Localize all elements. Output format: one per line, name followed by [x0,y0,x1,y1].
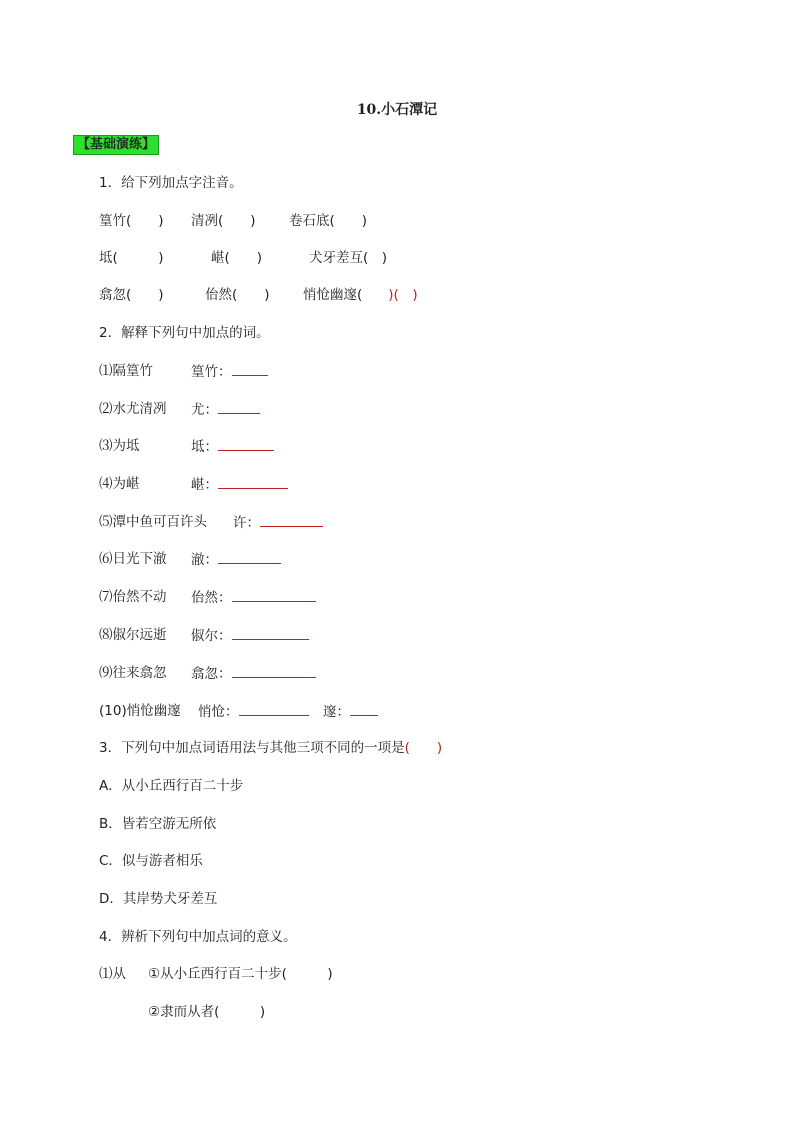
answer-blank[interactable] [232,588,316,602]
q4-item1-b: ②隶而从者( ) [148,1004,266,1020]
q2-word-5: 许： [233,515,260,531]
q1-r1-item1: 篁竹( ) [99,213,164,229]
answer-blank[interactable] [232,626,309,640]
q2-answer-2 [191,400,260,419]
q3-option-a: A．从小丘西行百二十步 [99,778,244,794]
q2-sentence-5: ⑸潭中鱼可百许头 [99,514,207,530]
q2-word-6: 澈： [191,552,218,568]
q2-sentence-8: ⑻俶尔远逝 [99,627,167,643]
q2-answer-9 [191,664,316,683]
answer-blank[interactable] [218,550,281,564]
answer-blank[interactable] [232,664,316,678]
q2-word-1: 篁竹： [191,364,232,380]
q4-prompt: 4．辨析下列句中加点词的意义。 [99,929,297,945]
q2-word-9: 翕忽： [191,666,232,682]
q3-option-b: B．皆若空游无所依 [99,816,217,832]
q1-r1-item2: 清冽( ) [191,213,256,229]
q2-sentence-4: ⑷为嵁 [99,476,140,492]
q2-answer-3 [191,437,274,456]
q2-word-3: 坻： [191,439,218,455]
q1-r3-item2: 佁然( ) [205,287,270,303]
q2-sentence-9: ⑼往来翕忽 [99,665,167,681]
q1-r2-item3: 犬牙差互( ) [309,250,388,266]
q2-answer-1 [191,362,268,381]
q2-sentence-7: ⑺佁然不动 [99,589,167,605]
q2-sentence-2: ⑵水尤清冽 [99,401,167,417]
q1-prompt: 1．给下列加点字注音。 [99,175,243,191]
q1-r3-item3 [303,286,418,304]
q2-answer-7 [191,588,316,607]
q2-word-10b: 邃： [323,704,350,720]
q3-prompt [99,739,442,757]
q2-answer-10a [198,702,309,721]
q2-sentence-6: ⑹日光下澈 [99,551,167,567]
q2-word-4: 嵁： [191,477,218,493]
q2-answer-6 [191,550,281,569]
q2-word-7: 佁然： [191,590,232,606]
answer-blank[interactable] [218,400,260,414]
q4-item1-label: ⑴从 [99,966,126,982]
q3-option-c: C．似与游者相乐 [99,853,203,869]
q2-word-8: 俶尔： [191,628,232,644]
q1-r1-item3: 卷石底( ) [289,213,368,229]
answer-blank[interactable] [260,513,323,527]
answer-blank[interactable] [218,437,274,451]
q2-answer-4 [191,475,288,494]
answer-blank[interactable] [218,475,288,489]
q3-option-d: D．其岸势犬牙差互 [99,891,218,907]
q1-r2-item2: 嵁( ) [211,250,263,266]
answer-blank[interactable] [232,362,268,376]
q2-word-2: 尤： [191,402,218,418]
q2-sentence-10: (10)悄怆幽邃 [99,703,181,719]
q1-r3-item3-tail: )( ) [388,287,418,303]
q1-r2-item1: 坻( ) [99,250,164,266]
q2-answer-8 [191,626,309,645]
q1-r3-item3-text: 悄怆幽邃( [303,287,363,303]
page-title: 10.小石潭记 [356,102,438,118]
q3-answer-paren[interactable]: ( ) [404,740,443,756]
q2-sentence-3: ⑶为坻 [99,438,140,454]
q2-word-10: 悄怆： [198,704,239,720]
q1-r3-item1: 翕忽( ) [99,287,164,303]
section-badge: 【基础演练】 [73,135,159,155]
q3-prompt-text: 3．下列句中加点词语用法与其他三项不同的一项是 [99,740,405,756]
q2-sentence-1: ⑴隔篁竹 [99,363,153,379]
answer-blank[interactable] [239,702,309,716]
q2-answer-10b [323,702,378,721]
q2-prompt: 2．解释下列句中加点的词。 [99,325,270,341]
answer-blank[interactable] [350,702,378,716]
q4-item1-a: ①从小丘西行百二十步( ) [148,966,333,982]
q2-answer-5 [233,513,323,532]
